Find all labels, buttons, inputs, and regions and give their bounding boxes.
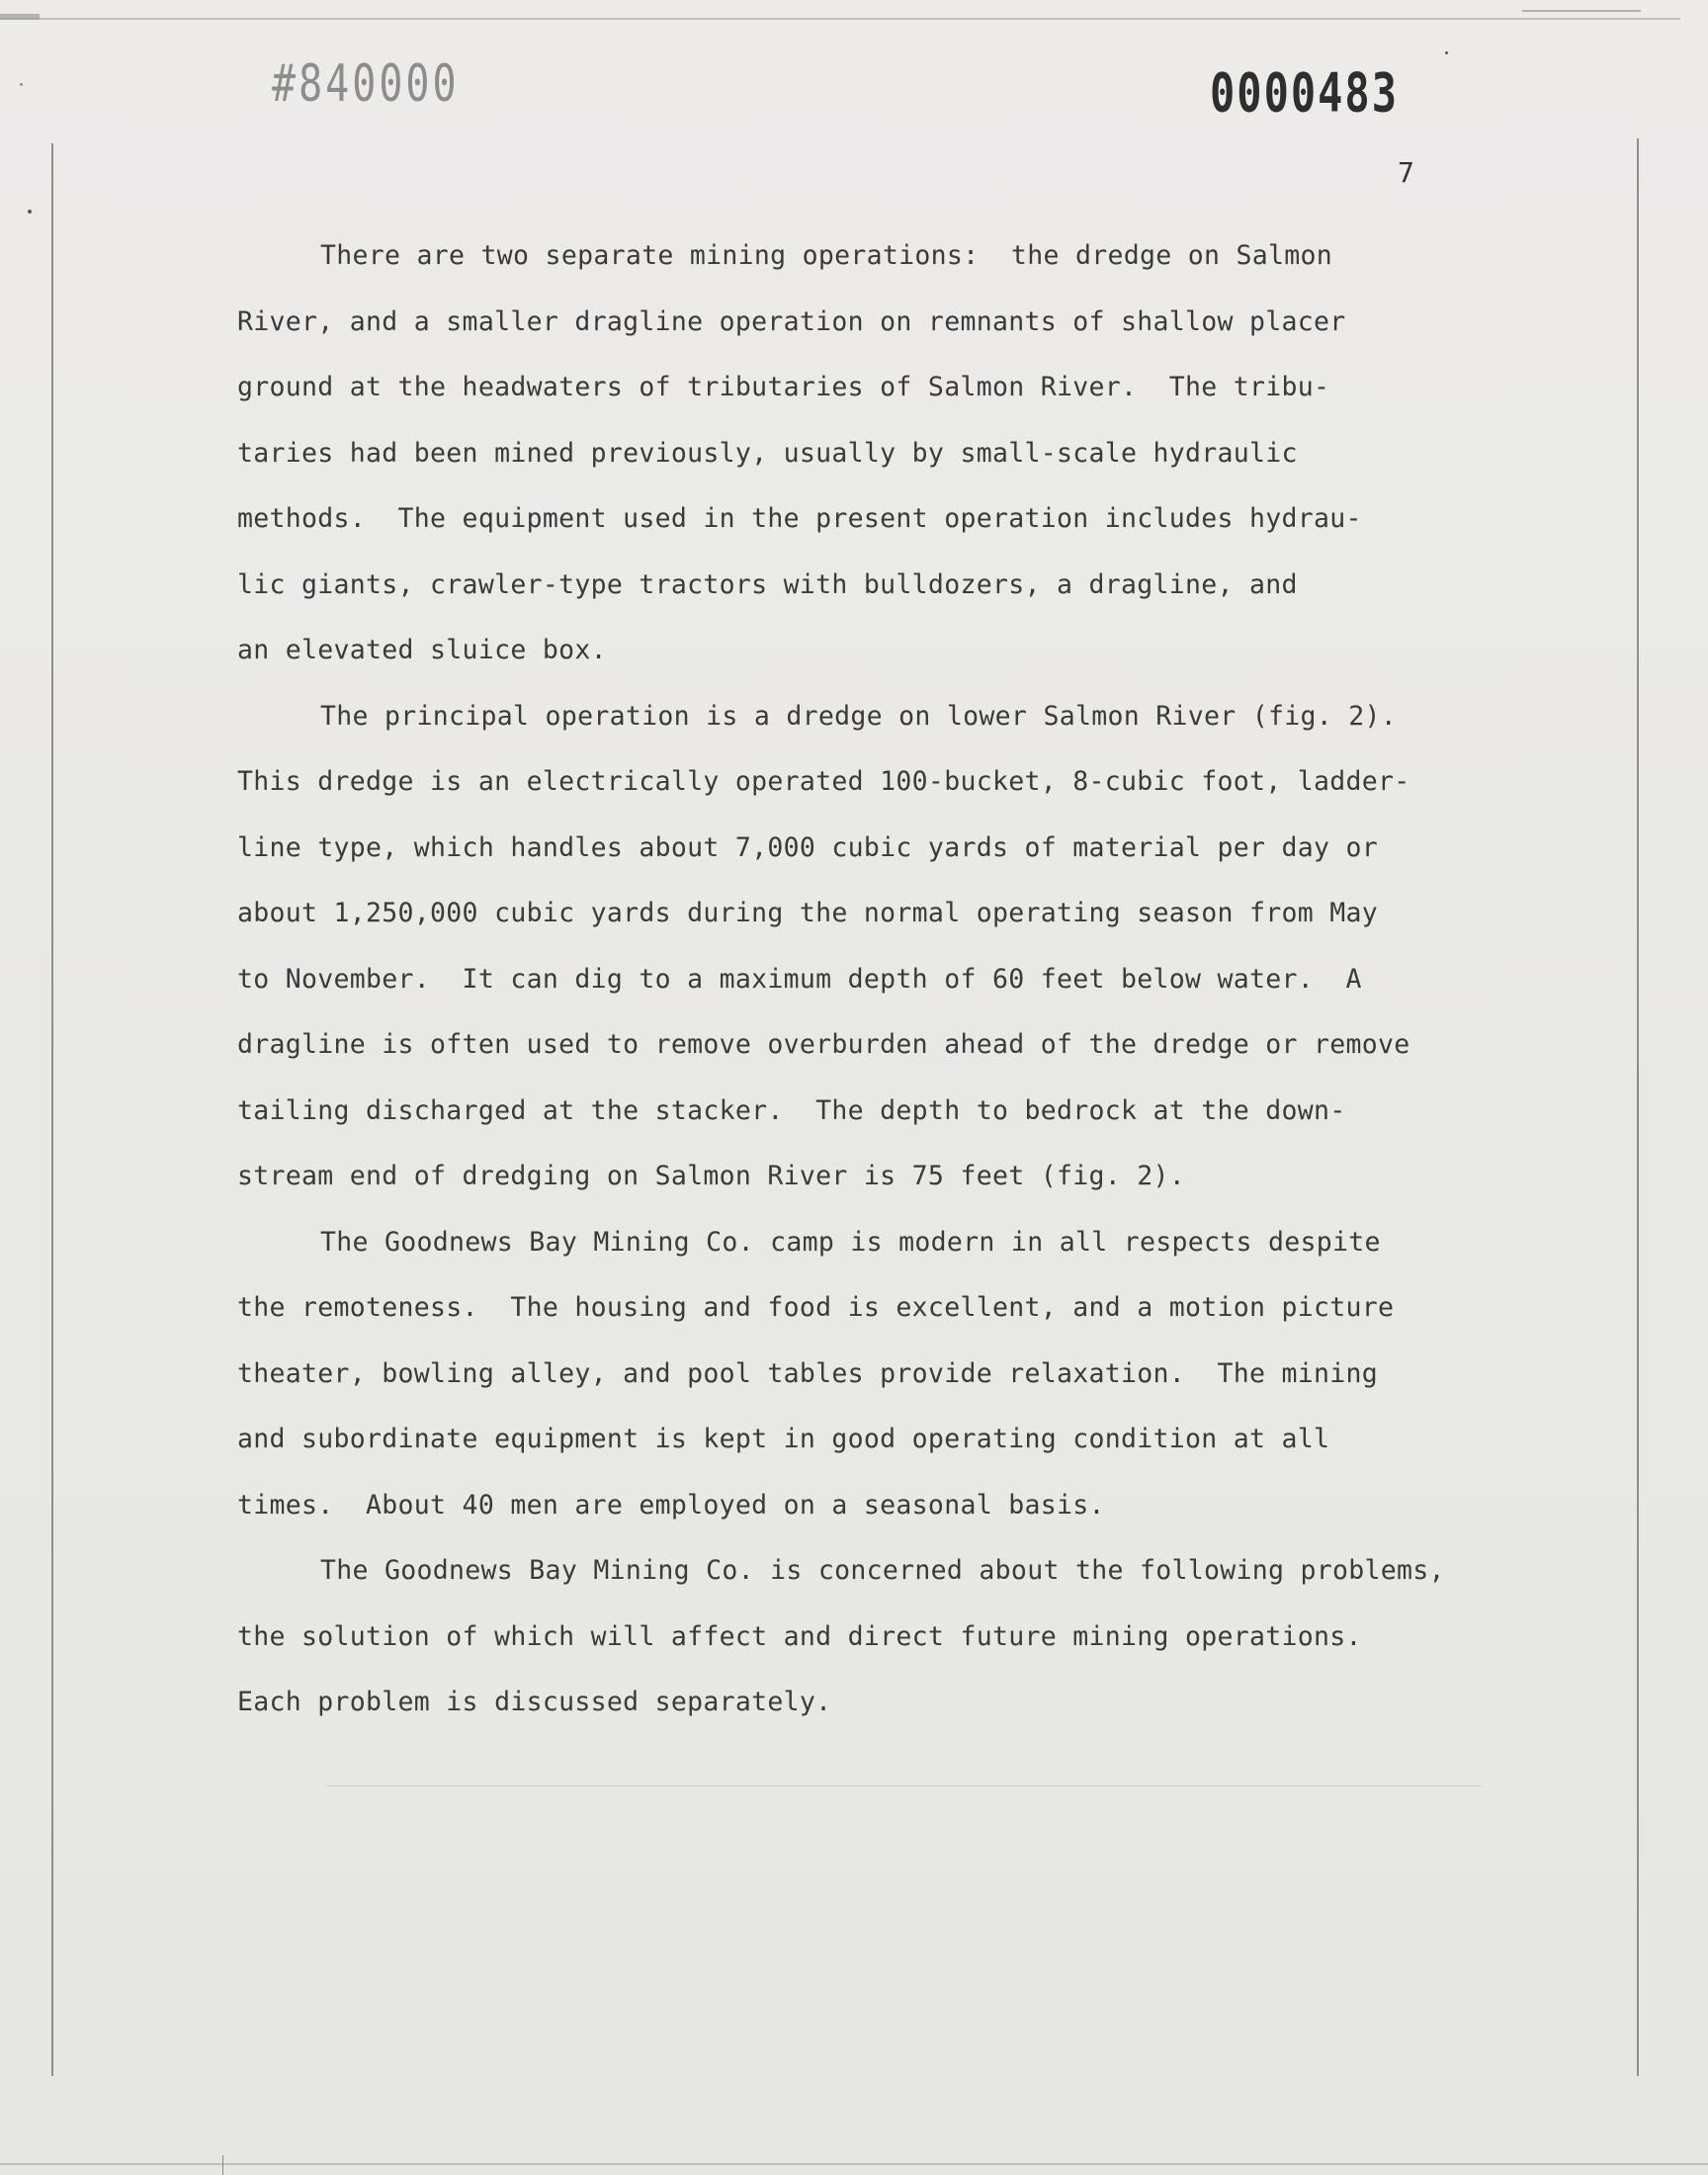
text-line: taries had been mined previously, usually by small-scale hydraulic <box>237 437 1298 469</box>
left-margin-rule <box>51 143 53 2076</box>
document-serial-stamp: 0000483 <box>1210 61 1400 125</box>
text-line: the solution of which will affect and direct future mining operations. <box>237 1620 1362 1652</box>
text-line: The Goodnews Bay Mining Co. camp is modern in all respects despite <box>320 1226 1381 1258</box>
top-paper-edge <box>0 18 1680 20</box>
text-line: The Goodnews Bay Mining Co. is concerned about the following problems, <box>320 1555 1445 1586</box>
scan-speck <box>20 83 23 86</box>
text-line: dragline is often used to remove overburden ahead of the dredge or remove <box>237 1029 1410 1060</box>
right-margin-rule <box>1637 138 1639 2076</box>
scan-speck <box>1445 51 1448 54</box>
text-line: line type, which handles about 7,000 cubic yards of material per day or <box>237 831 1379 863</box>
bottom-paper-edge <box>0 2163 1708 2165</box>
text-line: the remoteness. The housing and food is excellent, and a motion picture <box>237 1292 1395 1323</box>
paragraph-camp <box>237 1210 1522 1539</box>
text-line: about 1,250,000 cubic yards during the normal operating season from May <box>237 898 1379 928</box>
text-line: and subordinate equipment is kept in good operating condition at all <box>237 1424 1330 1454</box>
text-line: This dredge is an electrically operated 100-bucket, 8-cubic foot, ladder- <box>237 766 1410 797</box>
bottom-edge-tick <box>222 2155 223 2175</box>
document-control-stamp: #840000 <box>272 54 460 114</box>
text-line: There are two separate mining operations: the dredge on Salmon <box>320 240 1333 271</box>
paragraph-principal-operation <box>237 684 1522 1210</box>
top-paper-edge-mark <box>1522 10 1641 12</box>
text-line: times. About 40 men are employed on a seasonal basis. <box>237 1489 1105 1521</box>
text-line: River, and a smaller dragline operation on remnants of shallow placer <box>237 305 1346 337</box>
paragraph-problems <box>237 1538 1522 1736</box>
scan-speck <box>28 210 32 214</box>
text-line: The principal operation is a dredge on lower Salmon River (fig. 2). <box>320 700 1398 732</box>
text-line: methods. The equipment used in the present operation includes hydrau- <box>237 503 1362 534</box>
text-line: an elevated sluice box. <box>237 635 607 665</box>
text-line: Each problem is discussed separately. <box>237 1687 832 1717</box>
text-line: to November. It can dig to a maximum depth of 60 feet below water. A <box>237 963 1362 995</box>
text-line: lic giants, crawler-type tractors with bulldozers, a dragline, and <box>237 568 1298 600</box>
paragraph-mining-operations <box>237 223 1522 684</box>
page-number: 7 <box>1398 156 1414 189</box>
text-line: stream end of dredging on Salmon River is 75 feet (fig. 2). <box>237 1161 1186 1191</box>
faint-horizontal-rule <box>326 1785 1483 1786</box>
text-line: tailing discharged at the stacker. The depth to bedrock at the down- <box>237 1094 1346 1126</box>
text-line: theater, bowling alley, and pool tables provide relaxation. The mining <box>237 1357 1379 1389</box>
body-text <box>237 223 1522 1736</box>
text-line: ground at the headwaters of tributaries of Salmon River. The tribu- <box>237 372 1330 402</box>
